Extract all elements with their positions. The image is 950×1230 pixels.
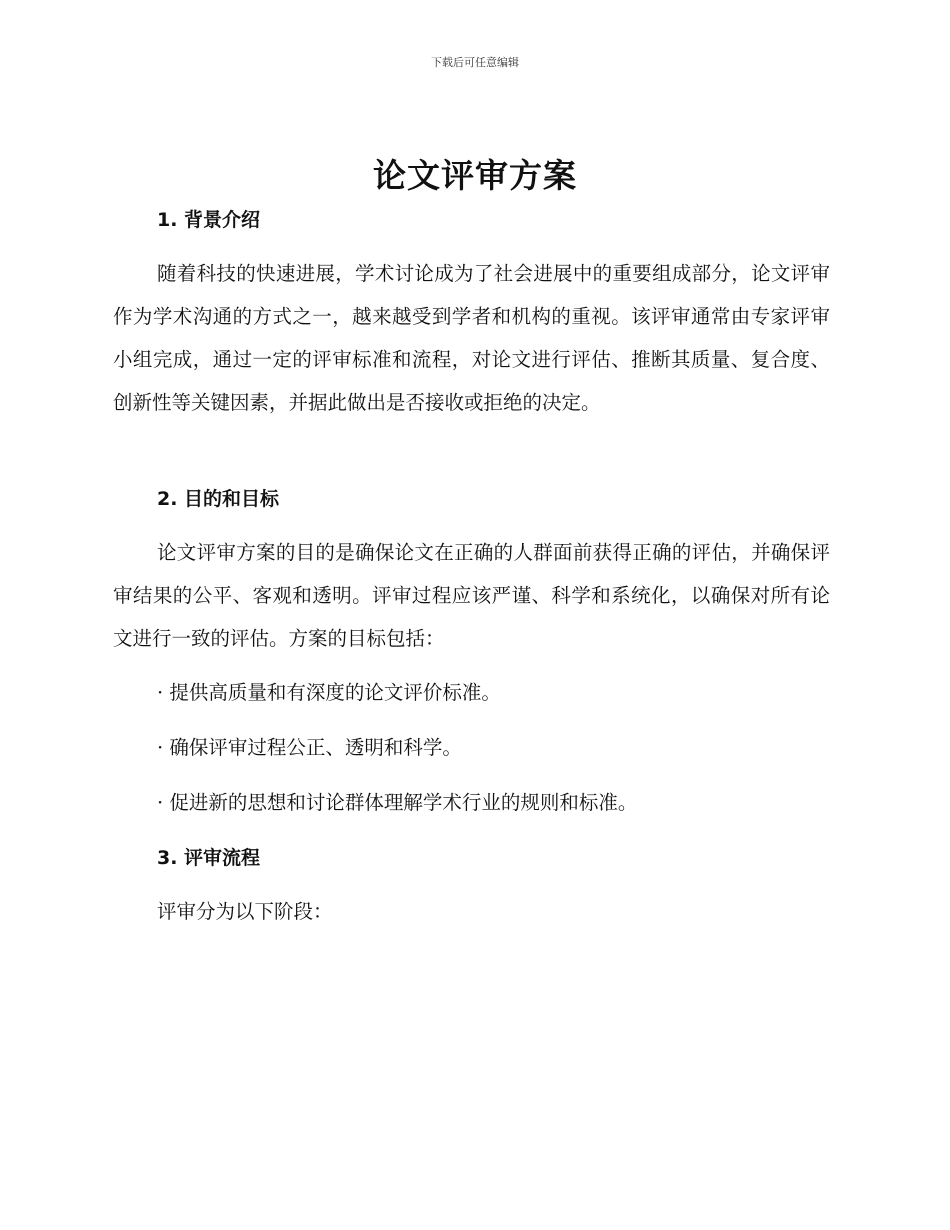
- section-paragraph-goals: 论文评审方案的目的是确保论文在正确的人群面前获得正确的评估，并确保评审结果的公平、客观和透明。评审过程应该严谨、科学和系统化，以确保对所有论文进行一致的评估。方案的目标包括：: [113, 541, 830, 650]
- section-heading-background: 1. 背景介绍: [157, 209, 261, 231]
- goal-bullet-item: · 确保评审过程公正、透明和科学。: [157, 736, 462, 759]
- section-paragraph-background: 随着科技的快速进展，学术讨论成为了社会进展中的重要组成部分，论文评审作为学术沟通的方式之一，越来越受到学者和机构的重视。该评审通常由专家评审小组完成，通过一定的评审标准和流程，对论文进行评估、推断其质量、复合度、创新性等关键因素，并据此做出是否接收或拒绝的决定。: [113, 262, 830, 414]
- section-paragraph-process: 评审分为以下阶段：: [157, 900, 333, 923]
- goal-bullet-item: · 促进新的思想和讨论群体理解学术行业的规则和标准。: [157, 791, 638, 814]
- goal-bullet-item: · 提供高质量和有深度的论文评价标准。: [157, 681, 501, 704]
- section-heading-process: 3. 评审流程: [157, 847, 261, 869]
- section-heading-goals: 2. 目的和目标: [157, 488, 280, 510]
- page-header-note: 下载后可任意编辑: [431, 56, 519, 69]
- document-title: 论文评审方案: [373, 156, 577, 195]
